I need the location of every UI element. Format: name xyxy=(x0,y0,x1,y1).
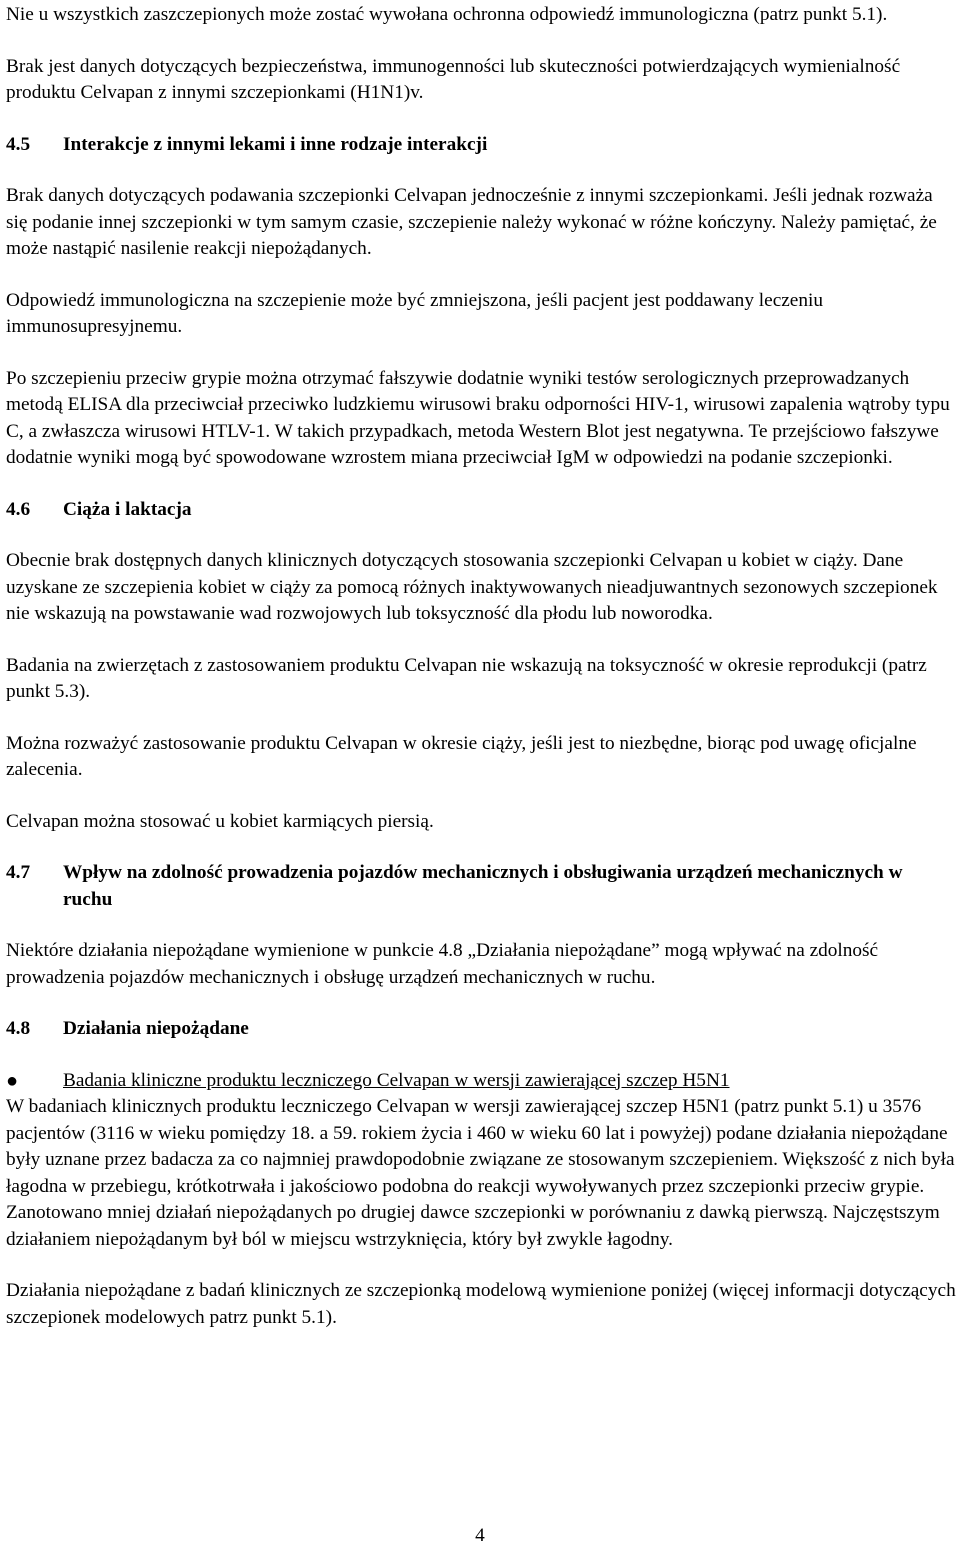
paragraph-animal-studies: Badania na zwierzętach z zastosowaniem produktu Celvapan nie wskazują na toksyczność w okresie reprodukcji (patrz punkt 5.3). xyxy=(6,654,927,702)
section-number: 4.8 xyxy=(6,1018,31,1039)
document-page xyxy=(6,2,956,1356)
section-title: Ciąża i laktacja xyxy=(63,498,192,520)
section-heading-4-7 xyxy=(6,860,956,913)
section-number: 4.7 xyxy=(6,862,31,883)
paragraph-pregnancy-use: Można rozważyć zastosowanie produktu Celvapan w okresie ciąży, jeśli jest to niezbędne, biorąc pod uwagę oficjalne zalecenia. xyxy=(6,732,917,780)
section-number: 4.6 xyxy=(6,498,31,520)
bullet-item xyxy=(6,1068,956,1095)
section-heading-4-5 xyxy=(6,132,956,159)
page-number: 4 xyxy=(475,1525,485,1546)
section-heading-4-6 xyxy=(6,497,956,524)
paragraph-breastfeeding: Celvapan można stosować u kobiet karmiących piersią. xyxy=(6,810,434,832)
bullet-icon: ● xyxy=(6,1069,19,1092)
paragraph-clinical-trials: W badaniach klinicznych produktu leczniczego Celvapan w wersji zawierającej szczep H5N1 (patrz punkt 5.1) u 3576 pacjentów (3116 w wieku pomiędzy 18. a 59. rokiem życia i 460 w wieku 60 lat i powyżej) podane działania niepożądane były uznane przez badacza za co najmniej prawdopodobnie związane ze stosowanym szczepieniem. Większość z nich była łagodna w przebiegu, krótkotrwała i jakościowo podobna do reakcji wywoływanych przez szczepionki przeciw grypie. Zanotowano mniej działań niepożądanych po drugiej dawce szczepionki w porównaniu z dawką pierwszą. Najczęstszym działaniem niepożądanym był ból w miejscu wstrzyknięcia, który był zwykle łagodny. xyxy=(6,1096,955,1250)
section-title: Wpływ na zdolność prowadzenia pojazdów mechanicznych i obsługiwania urządzeń mechanicznych w ruchu xyxy=(63,862,903,910)
bullet-text: Badania kliniczne produktu leczniczego Celvapan w wersji zawierającej szczep H5N1 xyxy=(63,1069,730,1091)
section-title: Interakcje z innymi lekami i inne rodzaje interakcji xyxy=(63,133,488,155)
paragraph-pregnancy-data: Obecnie brak dostępnych danych klinicznych dotyczących stosowania szczepionki Celvapan u kobiet w ciąży. Dane uzyskane ze szczepienia kobiet w ciąży za pomocą różnych inaktywowanych nieadjuwantnych sezonowych szczepionek nie wskazują na powstawanie wad rozwojowych lub toksyczność dla płodu lub noworodka. xyxy=(6,550,938,624)
paragraph-immune-response: Nie u wszystkich zaszczepionych może zostać wywołana ochronna odpowiedź immunologiczna (patrz punkt 5.1). xyxy=(6,4,888,25)
paragraph-interchangeability: Brak jest danych dotyczących bezpieczeństwa, immunogenności lub skuteczności potwierdzających wymienialność produktu Celvapan z innymi szczepionkami (H1N1)v. xyxy=(6,55,901,103)
paragraph-immunosuppression: Odpowiedź immunologiczna na szczepienie może być zmniejszona, jeśli pacjent jest poddawany leczeniu immunosupresyjnemu. xyxy=(6,289,824,337)
paragraph-driving: Niektóre działania niepożądane wymienione w punkcie 4.8 „Działania niepożądane” mogą wpływać na zdolność prowadzenia pojazdów mechanicznych i obsługę urządzeń mechanicznych w ruchu. xyxy=(6,940,879,988)
paragraph-adverse-reactions-list: Działania niepożądane z badań klinicznych ze szczepionką modelową wymienione poniżej (więcej informacji dotyczących szczepionek modelowych patrz punkt 5.1). xyxy=(6,1280,956,1328)
section-heading-4-8 xyxy=(6,1016,956,1043)
section-title: Działania niepożądane xyxy=(63,1018,249,1039)
section-number: 4.5 xyxy=(6,133,31,155)
paragraph-false-positive: Po szczepieniu przeciw grypie można otrzymać fałszywie dodatnie wyniki testów serologicznych przeprowadzanych metodą ELISA dla przeciwciał przeciwko ludzkiemu wirusowi braku odporności HIV-1, wirusowi zapalenia wątroby typu C, a zwłaszcza wirusowi HTLV-1. W takich przypadkach, metoda Western Blot jest negatywna. Te przejściowo fałszywe dodatnie wyniki mogą być spowodowane wzrostem miana przeciwciał IgM w odpowiedzi na podanie szczepionki. xyxy=(6,367,950,468)
paragraph-interactions: Brak danych dotyczących podawania szczepionki Celvapan jednocześnie z innymi szczepionkami. Jeśli jednak rozważa się podanie innej szczepionki w tym samym czasie, szczepienie należy wykonać w różne kończyny. Należy pamiętać, że może nastąpić nasilenie reakcji niepożądanych. xyxy=(6,185,937,259)
